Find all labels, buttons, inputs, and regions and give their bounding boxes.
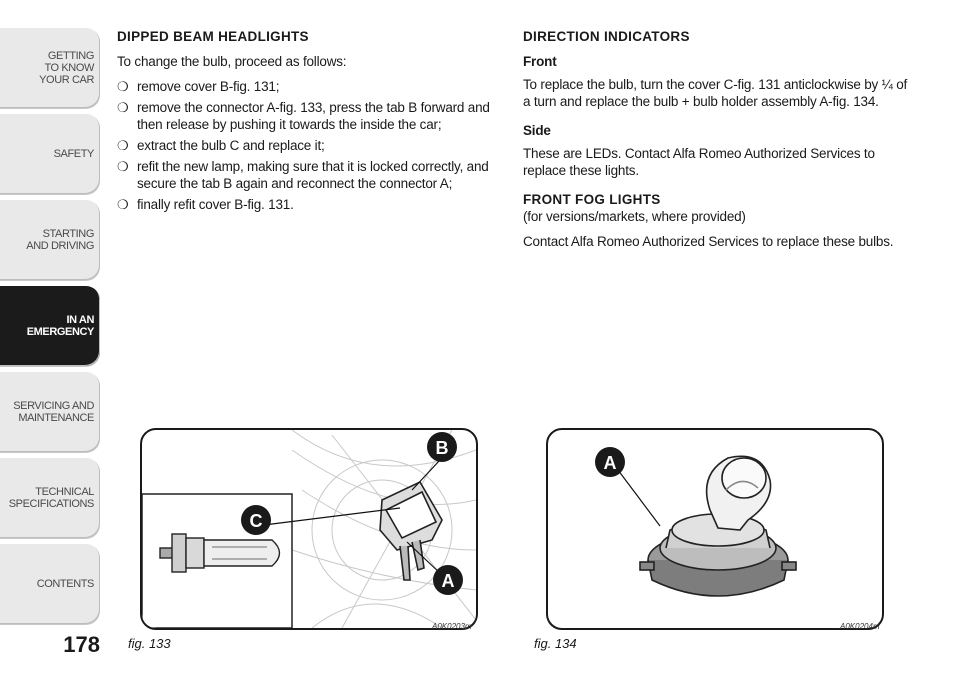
dipped-beam-heading: DIPPED BEAM HEADLIGHTS: [117, 29, 309, 44]
left-column: [117, 28, 505, 217]
tab-label: GETTING TO KNOW YOUR CAR: [39, 50, 94, 86]
tab-in-an-emergency[interactable]: [0, 286, 100, 366]
bullet-icon: ❍: [117, 100, 129, 115]
step-text: extract the bulb C and replace it;: [137, 138, 325, 153]
tab-label: SERVICING AND MAINTENANCE: [13, 400, 94, 424]
tab-label: SAFETY: [53, 148, 94, 160]
bullet-icon: ❍: [117, 197, 129, 212]
fig-133-caption: fig. 133: [128, 636, 171, 651]
side-text: These are LEDs. Contact Alfa Romeo Authorized Services to replace these lights.: [523, 146, 875, 178]
label-a: A: [441, 571, 455, 591]
step-text: remove the connector A-fig. 133, press the tab B forward and then release by pushing it towards the inside the car;: [137, 100, 490, 132]
steps-list: [117, 78, 505, 213]
tab-label: STARTING AND DRIVING: [26, 228, 94, 252]
tab-contents[interactable]: [0, 544, 100, 624]
list-item: [117, 196, 505, 213]
list-item: [117, 158, 505, 192]
fig-134-code: A0K0204m: [840, 622, 880, 631]
bullet-icon: ❍: [117, 79, 129, 94]
fog-text: Contact Alfa Romeo Authorized Services to replace these bulbs.: [523, 234, 894, 249]
fig-133-code: A0K0203m: [432, 622, 472, 631]
side-subheading: Side: [523, 123, 551, 138]
figure-133: [140, 428, 478, 630]
front-text: To replace the bulb, turn the cover C-fig. 131 anticlockwise by ¼ of a turn and replace the bulb + bulb holder assembly A-fig. 134.: [523, 77, 908, 109]
right-column: [523, 28, 915, 258]
step-text: remove cover B-fig. 131;: [137, 79, 280, 94]
list-item: [117, 99, 505, 133]
tab-label: TECHNICAL SPECIFICATIONS: [8, 486, 94, 510]
fog-lights-heading: FRONT FOG LIGHTS: [523, 192, 661, 207]
tab-safety[interactable]: [0, 114, 100, 194]
headlight-illustration: [142, 430, 476, 628]
step-text: refit the new lamp, making sure that it is locked correctly, and secure the tab B again and reconnect the connector A;: [137, 159, 489, 191]
tab-label: CONTENTS: [36, 578, 94, 590]
step-text: finally refit cover B-fig. 131.: [137, 197, 294, 212]
list-item: [117, 137, 505, 154]
intro-text: To change the bulb, proceed as follows:: [117, 54, 347, 69]
tab-starting-and-driving[interactable]: [0, 200, 100, 280]
page-number: 178: [63, 632, 100, 657]
front-subheading: Front: [523, 54, 557, 69]
bullet-icon: ❍: [117, 138, 129, 153]
label-c: C: [249, 511, 263, 531]
bullet-icon: ❍: [117, 159, 129, 174]
tab-label: IN AN EMERGENCY: [26, 314, 94, 338]
tab-getting-to-know-your-car[interactable]: [0, 28, 100, 108]
bulb-holder-illustration: [548, 430, 882, 628]
fog-note: (for versions/markets, where provided): [523, 209, 746, 224]
figure-134: [546, 428, 884, 630]
tab-servicing-and-maintenance[interactable]: [0, 372, 100, 452]
fig-134-caption: fig. 134: [534, 636, 577, 651]
direction-indicators-heading: DIRECTION INDICATORS: [523, 29, 690, 44]
list-item: [117, 78, 505, 95]
tab-technical-specifications[interactable]: [0, 458, 100, 538]
label-b: B: [435, 438, 449, 458]
label-a: A: [603, 453, 617, 473]
